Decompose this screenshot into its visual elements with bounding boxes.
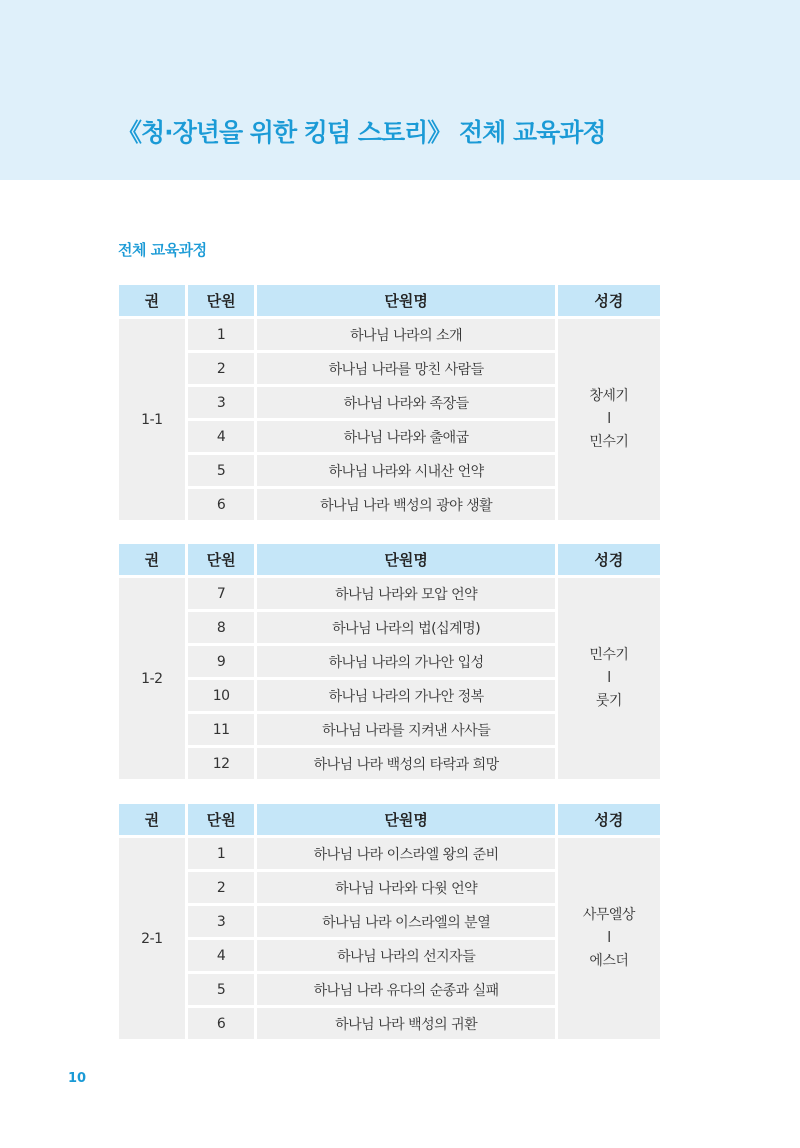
unit-number-cell: 1 [188, 838, 255, 869]
bible-end: 룻기 [595, 693, 622, 709]
unit-name-cell: 하나님 나라를 지켜낸 사사들 [257, 714, 554, 745]
unit-name-cell: 하나님 나라와 시내산 언약 [257, 455, 554, 486]
unit-number-cell: 3 [188, 387, 255, 418]
page-title: 《청·장년을 위한 킹덤 스토리》 전체 교육과정 [117, 118, 606, 147]
header-unit-name: 단원명 [257, 285, 554, 316]
header-volume: 권 [119, 544, 185, 575]
unit-number-cell: 10 [188, 680, 255, 711]
volume-cell: 1-1 [119, 319, 185, 520]
unit-name-cell: 하나님 나라와 족장들 [257, 387, 554, 418]
volume-cell: 1-2 [119, 578, 185, 779]
bible-start: 민수기 [589, 647, 629, 663]
bible-separator: l [607, 930, 611, 946]
unit-name-cell: 하나님 나라 이스라엘 왕의 준비 [257, 838, 554, 869]
bible-separator: l [607, 411, 611, 427]
unit-name-cell: 하나님 나라와 모압 언약 [257, 578, 554, 609]
bible-range-cell [558, 838, 660, 1039]
unit-number-cell: 4 [188, 421, 255, 452]
section-title: 전체 교육과정 [118, 241, 207, 259]
bible-start: 사무엘상 [582, 907, 635, 923]
unit-name-cell: 하나님 나라의 소개 [257, 319, 554, 350]
unit-name-cell: 하나님 나라 이스라엘의 분열 [257, 906, 554, 937]
header-volume: 권 [119, 804, 185, 835]
unit-number-cell: 7 [188, 578, 255, 609]
header-bible: 성경 [558, 804, 660, 835]
unit-name-cell: 하나님 나라 백성의 광야 생활 [257, 489, 554, 520]
header-unit: 단원 [188, 544, 255, 575]
header-unit: 단원 [188, 804, 255, 835]
unit-name-cell: 하나님 나라 유다의 순종과 실패 [257, 974, 554, 1005]
header-bible: 성경 [558, 285, 660, 316]
unit-name-cell: 하나님 나라 백성의 귀환 [257, 1008, 554, 1039]
curriculum-table-1 [116, 282, 663, 523]
unit-number-cell: 6 [188, 489, 255, 520]
table-header-row [119, 544, 660, 575]
unit-number-cell: 9 [188, 646, 255, 677]
curriculum-table-3 [116, 801, 663, 1042]
header-unit-name: 단원명 [257, 804, 554, 835]
unit-number-cell: 5 [188, 974, 255, 1005]
unit-name-cell: 하나님 나라의 법(십계명) [257, 612, 554, 643]
bible-start: 창세기 [589, 388, 629, 404]
bible-separator: l [607, 670, 611, 686]
unit-number-cell: 3 [188, 906, 255, 937]
unit-number-cell: 2 [188, 353, 255, 384]
bible-range-cell [558, 319, 660, 520]
unit-number-cell: 8 [188, 612, 255, 643]
unit-name-cell: 하나님 나라의 가나안 입성 [257, 646, 554, 677]
table-header-row [119, 804, 660, 835]
bible-end: 에스더 [589, 953, 629, 969]
bible-range-cell [558, 578, 660, 779]
unit-name-cell: 하나님 나라의 선지자들 [257, 940, 554, 971]
header-volume: 권 [119, 285, 185, 316]
unit-number-cell: 1 [188, 319, 255, 350]
unit-name-cell: 하나님 나라 백성의 타락과 희망 [257, 748, 554, 779]
curriculum-table-2 [116, 541, 663, 782]
unit-name-cell: 하나님 나라와 출애굽 [257, 421, 554, 452]
table-row [119, 578, 660, 609]
unit-name-cell: 하나님 나라와 다윗 언약 [257, 872, 554, 903]
header-unit: 단원 [188, 285, 255, 316]
unit-number-cell: 5 [188, 455, 255, 486]
unit-number-cell: 4 [188, 940, 255, 971]
bible-end: 민수기 [589, 434, 629, 450]
unit-number-cell: 11 [188, 714, 255, 745]
volume-cell: 2-1 [119, 838, 185, 1039]
header-bible: 성경 [558, 544, 660, 575]
unit-number-cell: 6 [188, 1008, 255, 1039]
header-banner [0, 0, 800, 180]
table-row [119, 838, 660, 869]
unit-name-cell: 하나님 나라의 가나안 정복 [257, 680, 554, 711]
unit-name-cell: 하나님 나라를 망친 사람들 [257, 353, 554, 384]
page-number: 10 [68, 1071, 87, 1086]
unit-number-cell: 12 [188, 748, 255, 779]
header-unit-name: 단원명 [257, 544, 554, 575]
table-header-row [119, 285, 660, 316]
table-row [119, 319, 660, 350]
unit-number-cell: 2 [188, 872, 255, 903]
